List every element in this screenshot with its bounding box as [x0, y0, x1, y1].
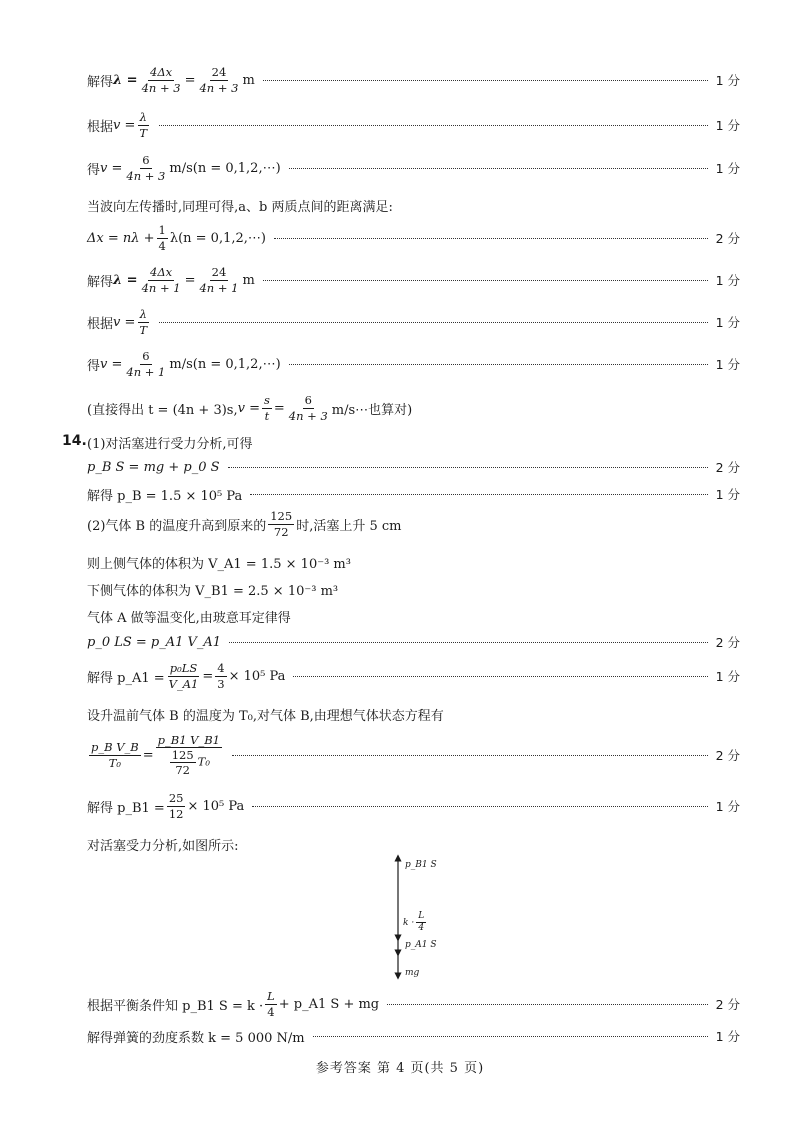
fraction [197, 66, 240, 93]
fraction [262, 394, 272, 421]
fraction [157, 224, 168, 251]
fraction [124, 154, 167, 181]
equals-sign: = [142, 747, 154, 763]
answer-line-7 [87, 304, 740, 340]
dot-leader [387, 1004, 707, 1005]
score-label: 1 分 [715, 273, 740, 288]
fraction [167, 792, 186, 819]
dot-leader [274, 238, 708, 239]
q14-line-5 [87, 550, 740, 574]
equation-lhs: v = [113, 117, 136, 133]
nested-fraction [170, 749, 196, 776]
fraction [416, 912, 426, 934]
force-diagram [385, 850, 465, 985]
fraction [215, 662, 226, 689]
score-label: 1 分 [715, 799, 740, 814]
equation-lhs: v = [113, 314, 136, 330]
score-label: 1 分 [715, 1029, 740, 1044]
equation-tail: + p_A1 S + mg [278, 996, 380, 1012]
answer-line-6 [87, 262, 740, 298]
score-label: 1 分 [715, 315, 740, 330]
q14-line-8 [87, 630, 740, 654]
dot-leader [250, 494, 707, 495]
fraction [124, 350, 167, 377]
fraction [140, 266, 183, 293]
q14-line-1 [87, 430, 740, 454]
force-label-spring [403, 912, 428, 934]
text-line: 设升温前气体 B 的温度为 T₀,对气体 B,由理想气体状态方程有 [87, 708, 444, 724]
answer-line-1 [87, 62, 740, 98]
dot-leader [293, 676, 707, 677]
unit: m/s⋯也算对) [331, 402, 413, 418]
fraction [89, 741, 141, 768]
equals-sign: = [273, 400, 285, 416]
fraction-denominator: 4n + 3 [199, 80, 239, 95]
fraction-denominator: 4n + 1 [126, 364, 166, 379]
fraction-denominator: 4 [418, 923, 425, 934]
equation-lhs: v = [237, 400, 260, 416]
line-prefix: 解得 p_B1 = [87, 800, 165, 816]
force-label-pa1s: p_A1 S [405, 940, 437, 950]
q14-line-10 [87, 702, 740, 726]
q14-line-6 [87, 577, 740, 601]
fraction-numerator: p_B V_B [91, 740, 139, 755]
equation: 解得弹簧的劲度系数 k = 5 000 N/m [87, 1030, 305, 1046]
score-label: 2 分 [715, 635, 740, 650]
equation-lhs: Δx = nλ + [87, 230, 155, 246]
fraction-denominator: 4n + 1 [199, 280, 239, 295]
dot-leader [263, 80, 708, 81]
unit: m/s(n = 0,1,2,⋯) [169, 356, 281, 372]
fraction-numerator: p₀LS [169, 661, 198, 676]
fraction-numerator: s [263, 393, 270, 408]
fraction-numerator: 4 [217, 661, 225, 676]
q14-line-11 [87, 730, 740, 780]
fraction-numerator: 4Δx [150, 65, 173, 80]
text-line: 当波向左传播时,同理可得,a、b 两质点间的距离满足: [87, 199, 393, 215]
fraction [140, 66, 183, 93]
fraction-denominator: 4n + 1 [141, 280, 181, 295]
dot-leader [229, 642, 707, 643]
fraction-numerator: 6 [142, 153, 150, 168]
line-prefix: 得 [87, 162, 101, 178]
question-number: 14. [62, 433, 87, 449]
dot-leader [159, 125, 708, 126]
answer-line-2 [87, 107, 740, 143]
answer-line-5 [87, 220, 740, 256]
score-label: 2 分 [715, 460, 740, 475]
text-line: (1)对活塞进行受力分析,可得 [87, 436, 253, 452]
equation: 解得 p_B = 1.5 × 10⁵ Pa [87, 488, 243, 504]
q14-line-3 [87, 482, 740, 506]
equation-lhs: v = [100, 160, 123, 176]
dot-leader [263, 280, 708, 281]
fraction-denominator: t [264, 408, 270, 423]
text-line: 则上侧气体的体积为 V_A1 = 1.5 × 10⁻³ m³ [87, 556, 351, 572]
fraction [268, 510, 294, 537]
line-prefix: 得 [87, 358, 101, 374]
text-line: 下侧气体的体积为 V_B1 = 2.5 × 10⁻³ m³ [87, 583, 339, 599]
q14-line-2 [87, 455, 740, 479]
fraction-denominator: 4n + 3 [126, 168, 166, 183]
dot-leader [252, 806, 707, 807]
equation: p_B S = mg + p_0 S [87, 459, 220, 475]
line-prefix: 根据 [87, 119, 114, 135]
dot-leader [289, 168, 708, 169]
temperature-symbol: T₀ [197, 754, 210, 769]
unit: m/s(n = 0,1,2,⋯) [169, 160, 281, 176]
answer-line-3 [87, 150, 740, 186]
equals-sign: = [184, 272, 196, 288]
fraction-numerator: 24 [211, 265, 227, 280]
q14-line-15 [87, 1024, 740, 1048]
fraction [137, 111, 149, 138]
answer-line-4 [87, 193, 740, 217]
score-label: 1 分 [715, 487, 740, 502]
fraction-denominator: 4 [267, 1004, 275, 1019]
score-label: 1 分 [715, 161, 740, 176]
q14-line-7 [87, 604, 740, 628]
line-prefix: 根据平衡条件知 p_B1 S = k · [87, 998, 264, 1014]
unit: × 10⁵ Pa [228, 668, 286, 684]
score-label: 1 分 [715, 669, 740, 684]
answer-line-9 [87, 390, 740, 426]
unit: m [242, 272, 255, 288]
fraction-denominator: 3 [217, 676, 225, 691]
q14-line-9 [87, 658, 740, 694]
score-label: 1 分 [715, 118, 740, 133]
fraction [265, 990, 277, 1017]
text-fragment: 时,活塞上升 5 cm [296, 518, 402, 534]
unit: m [242, 72, 255, 88]
text-line: 气体 A 做等温变化,由玻意耳定律得 [87, 610, 291, 626]
fraction-numerator: λ [139, 307, 147, 322]
q14-line-12 [87, 788, 740, 824]
fraction [167, 662, 201, 689]
fraction-numerator: L [267, 989, 275, 1004]
fraction-denominator: 4n + 3 [141, 80, 181, 95]
force-label-pb1s: p_B1 S [405, 860, 437, 870]
fraction [287, 394, 330, 421]
fraction-denominator: V_A1 [168, 676, 199, 691]
score-label: 2 分 [715, 231, 740, 246]
fraction-denominator: 12 [168, 806, 184, 821]
fraction [197, 266, 240, 293]
dot-leader [232, 755, 708, 756]
equation-lhs: λ = [113, 272, 138, 288]
score-label: 1 分 [715, 357, 740, 372]
equals-sign: = [202, 668, 214, 684]
fraction-denominator: T [139, 125, 148, 140]
fraction-numerator: 25 [168, 791, 184, 806]
dot-leader [289, 364, 708, 365]
q14-line-14 [87, 986, 740, 1022]
fraction-denominator: 72 [175, 763, 190, 778]
fraction [137, 308, 149, 335]
force-label-mg: mg [405, 968, 420, 978]
line-prefix: 根据 [87, 316, 114, 332]
fraction [156, 734, 222, 776]
line-prefix: 解得 p_A1 = [87, 670, 165, 686]
unit: λ(n = 0,1,2,⋯) [169, 230, 266, 246]
fraction-denominator: 4 [158, 238, 166, 253]
unit: × 10⁵ Pa [187, 798, 245, 814]
fraction-numerator: 1 [158, 223, 166, 238]
q14-line-4 [87, 506, 740, 542]
fraction-denominator [166, 748, 212, 776]
score-label: 2 分 [715, 748, 740, 763]
spring-label-k: k · [403, 917, 415, 928]
fraction-numerator: λ [139, 110, 147, 125]
fraction-numerator: 6 [142, 349, 150, 364]
fraction-numerator: 4Δx [150, 265, 173, 280]
text-fragment: (2)气体 B 的温度升高到原来的 [87, 518, 267, 534]
score-label: 2 分 [715, 997, 740, 1012]
fraction-numerator: L [416, 912, 426, 923]
dot-leader [228, 467, 708, 468]
fraction-numerator: 125 [270, 509, 293, 524]
line-prefix: (直接得出 t = (4n + 3)s, [87, 402, 238, 418]
fraction-denominator: T [139, 322, 148, 337]
answer-line-8 [87, 346, 740, 382]
fraction-numerator: 6 [304, 393, 312, 408]
dot-leader [313, 1036, 708, 1037]
text-line: 对活塞受力分析,如图所示: [87, 838, 239, 854]
fraction-numerator: 125 [171, 747, 194, 762]
equals-sign: = [184, 72, 196, 88]
equation: p_0 LS = p_A1 V_A1 [87, 634, 222, 650]
fraction-denominator: 72 [273, 524, 289, 539]
score-label: 1 分 [715, 73, 740, 88]
equation-lhs: v = [100, 356, 123, 372]
equation-lhs: λ = [113, 72, 138, 88]
line-prefix: 解得 [87, 74, 114, 90]
fraction-denominator: 4n + 3 [288, 408, 328, 423]
dot-leader [159, 322, 708, 323]
page-footer: 参考答案 第 4 页(共 5 页) [315, 1061, 485, 1076]
fraction-numerator: p_B1 V_B1 [157, 732, 220, 747]
fraction-numerator: 24 [211, 65, 227, 80]
fraction-denominator: T₀ [108, 755, 121, 770]
line-prefix: 解得 [87, 274, 114, 290]
